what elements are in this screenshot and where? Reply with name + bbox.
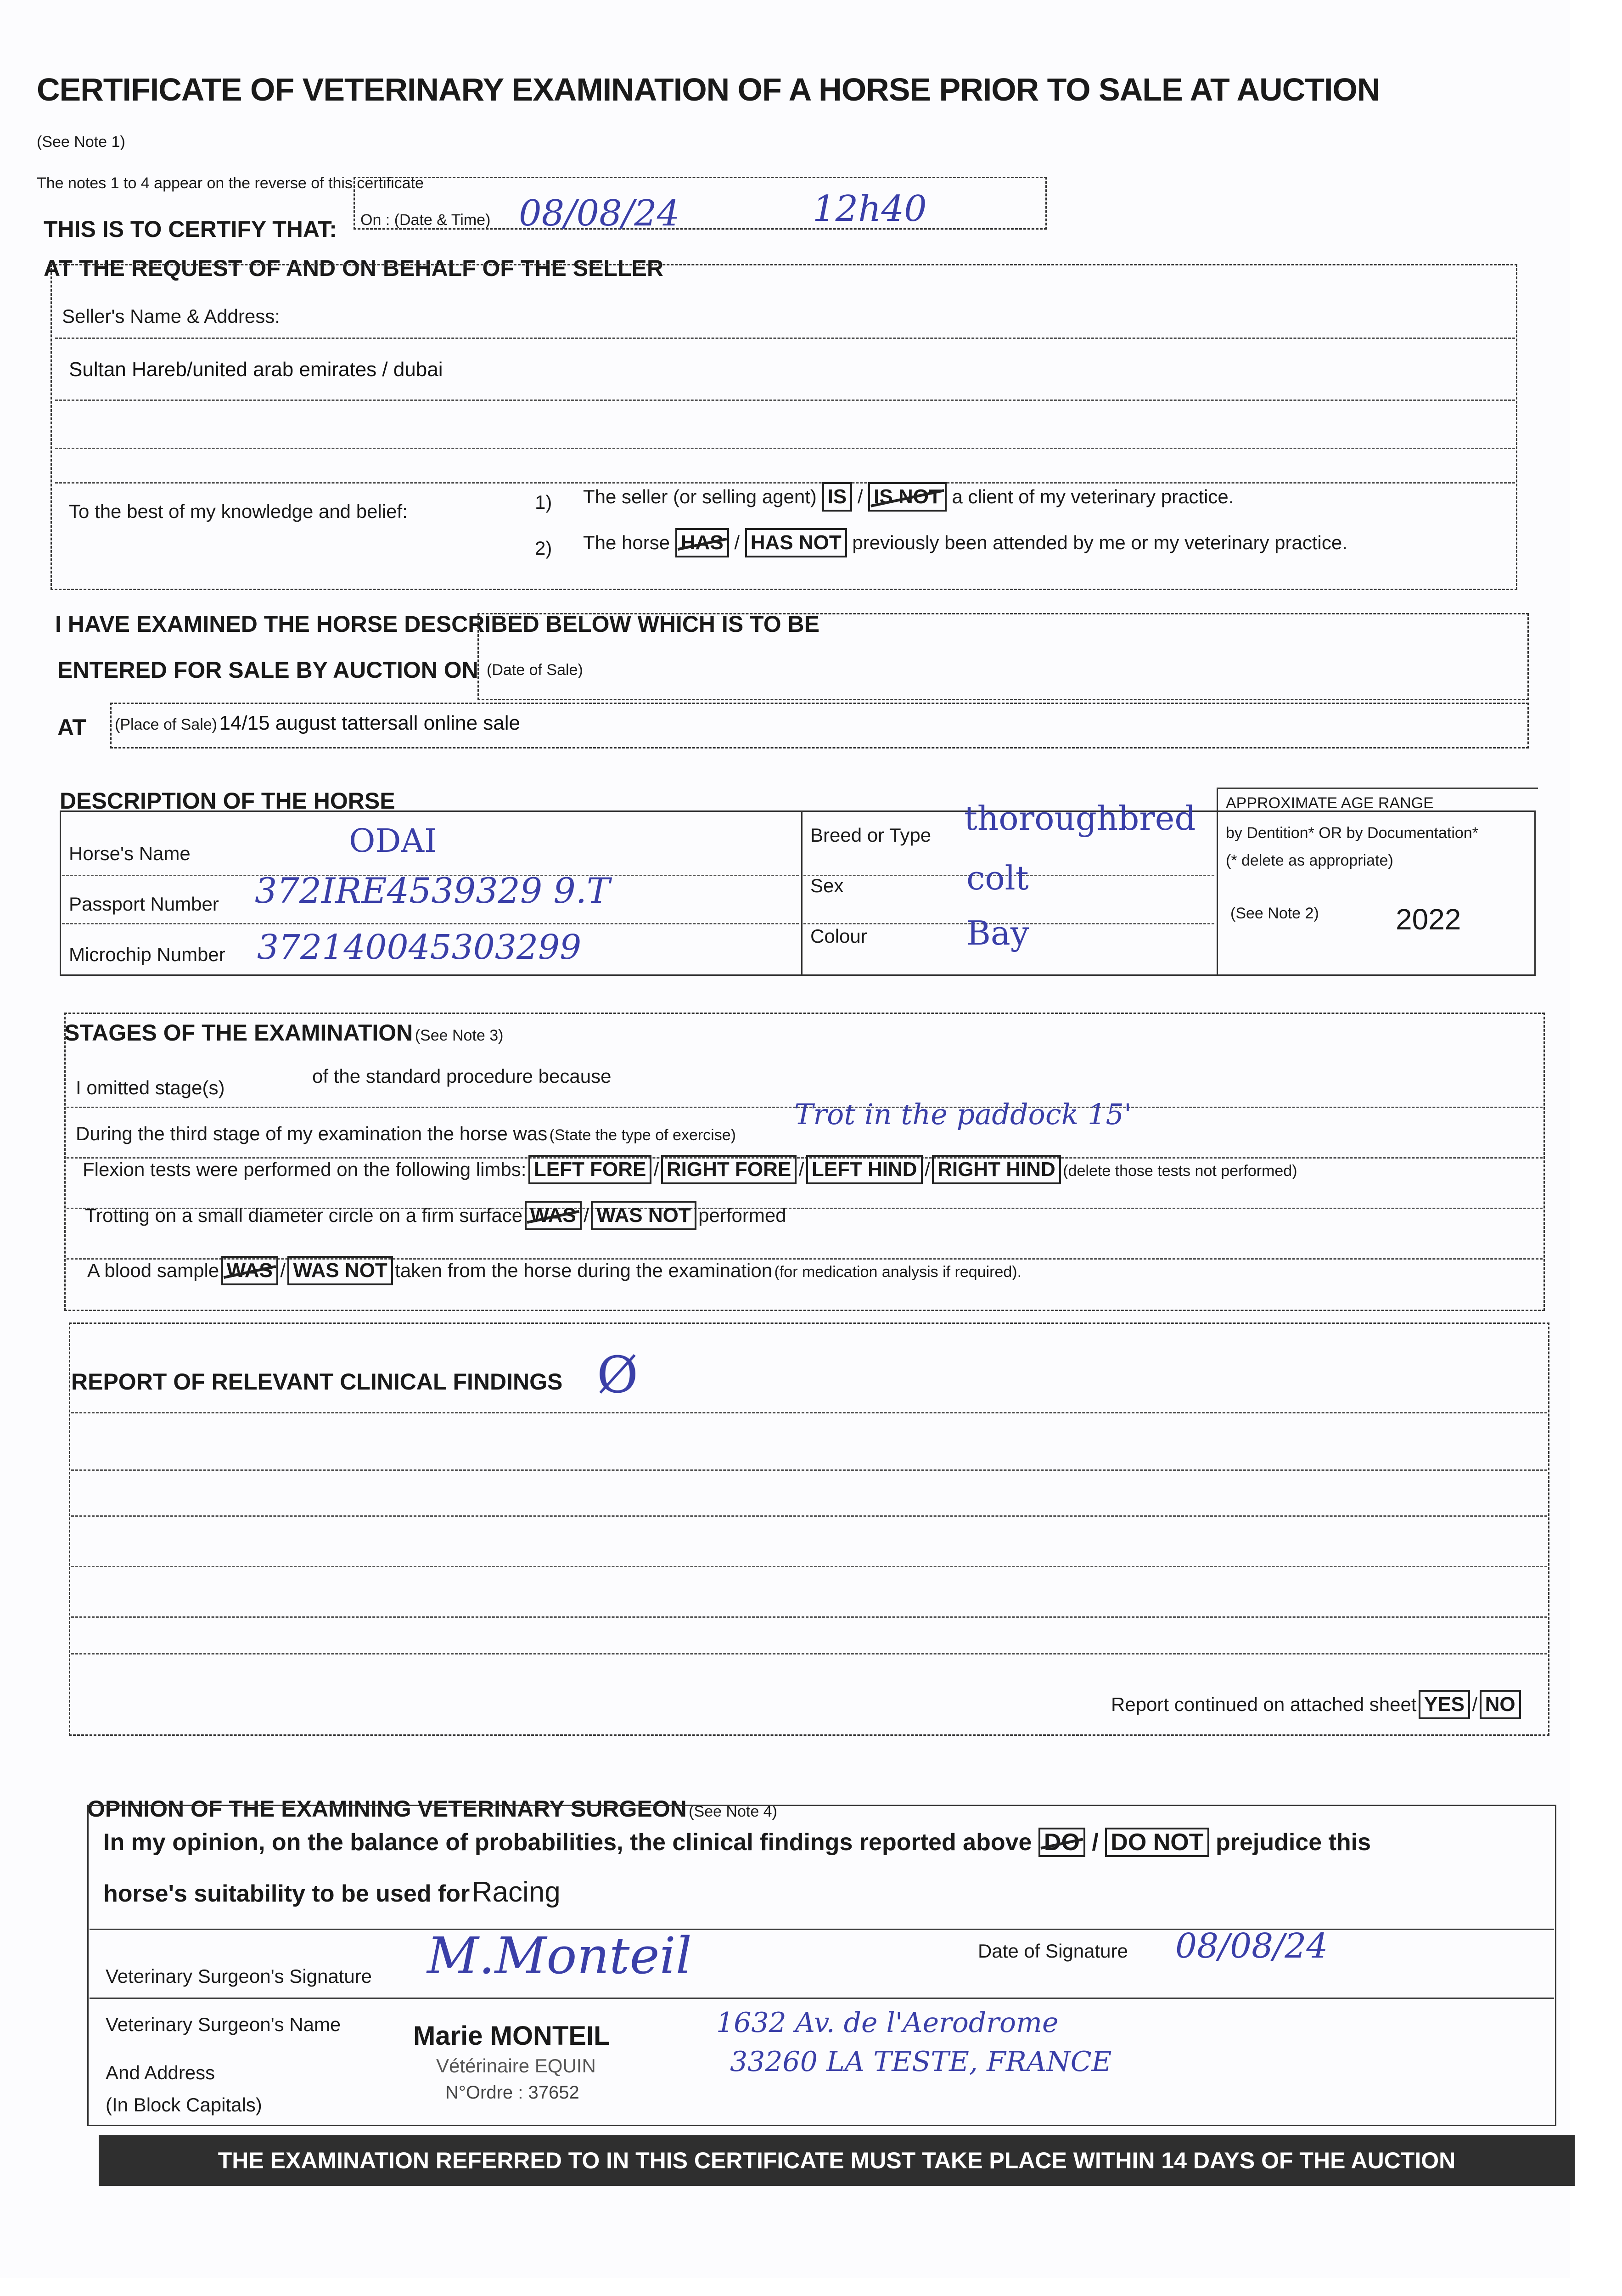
stamp-order: N°Ordre : 37652 [445,2082,579,2103]
divider [55,338,1515,339]
right-hind-option[interactable]: RIGHT HIND [932,1155,1061,1184]
divider [62,923,799,924]
has-option[interactable]: HAS [675,528,729,557]
see-note-4: (See Note 4) [689,1803,777,1820]
horse-section-title: DESCRIPTION OF THE HORSE [60,788,395,814]
slash: / [280,1260,286,1281]
flexion-label: Flexion tests were performed on the following limbs: [83,1159,527,1180]
notes-line: The notes 1 to 4 appear on the reverse of this certificate [37,174,424,192]
see-note-1: (See Note 1) [37,133,125,151]
at-label: AT [57,715,86,740]
blood-label: A blood sample [87,1260,219,1281]
microchip-value[interactable]: 372140045303299 [257,928,582,967]
breed-label: Breed or Type [810,824,932,846]
signature-label: Veterinary Surgeon's Signature [106,1965,372,1987]
date-of-sale-label: (Date of Sale) [487,661,583,679]
horse-attended-row [583,528,1347,557]
opinion-line-2 [103,1876,561,1908]
divider [801,810,803,976]
item2-text: The horse [583,532,670,553]
exercise-value[interactable]: Trot in the paddock 15' [794,1097,1132,1131]
divider [1217,788,1538,789]
divider [55,448,1515,449]
microchip-label: Microchip Number [69,944,225,965]
sex-label: Sex [810,875,844,896]
opinion-post: prejudice this [1215,1829,1371,1856]
item2-post: previously been attended by me or my veterinary practice. [852,532,1347,553]
opinion-line-1 [103,1828,1371,1857]
divider [90,1929,1554,1930]
slash: / [584,1204,589,1226]
place-of-sale-value[interactable]: 14/15 august tattersall online sale [219,712,521,734]
slash: / [734,532,740,553]
sale-place-row [115,712,520,735]
horse-name-value[interactable]: ODAI [349,822,437,860]
report-title: REPORT OF RELEVANT CLINICAL FINDINGS [71,1369,563,1395]
left-fore-option[interactable]: LEFT FORE [528,1155,651,1184]
trotting-label: Trotting on a small diameter circle on a firm surface [85,1204,523,1226]
certificate-title: CERTIFICATE OF VETERINARY EXAMINATION OF A HORSE PRIOR TO SALE AT AUCTION [37,72,1380,107]
is-not-option[interactable]: IS NOT [868,482,947,512]
seller-label: Seller's Name & Address: [62,305,280,327]
slash: / [925,1159,930,1180]
omitted-because: of the standard procedure because [312,1065,612,1087]
is-option[interactable]: IS [822,482,853,512]
trotting-post: performed [698,1204,786,1226]
suitability-text: horse's suitability to be used for [103,1880,470,1907]
address-line-1[interactable]: 1632 Av. de l'Aerodrome [716,2007,1059,2039]
right-fore-option[interactable]: RIGHT FORE [661,1155,797,1184]
horse-name-label: Horse's Name [69,843,191,864]
item1-number: 1) [535,491,552,513]
report-continued-label: Report continued on attached sheet [1111,1694,1417,1715]
divider [90,1998,1554,1999]
omitted-label: I omitted stage(s) [76,1077,225,1098]
item1-post: a client of my veterinary practice. [952,486,1234,507]
passport-value[interactable]: 372IRE4539329 9.T [255,870,610,911]
see-note-3: (See Note 3) [415,1027,504,1044]
age-range-by: by Dentition* OR by Documentation* [1226,824,1478,842]
age-value[interactable]: 2022 [1396,903,1461,936]
flexion-note: (delete those tests not performed) [1063,1162,1297,1180]
vet-name-label: Veterinary Surgeon's Name [106,2014,341,2035]
third-stage-label: During the third stage of my examination the horse was [76,1123,548,1144]
no-option[interactable]: NO [1480,1690,1521,1719]
slash: / [1472,1694,1478,1715]
item1-text: The seller (or selling agent) [583,486,817,507]
yes-option[interactable]: YES [1419,1690,1470,1719]
block-capitals-label: (In Block Capitals) [106,2094,262,2116]
report-line [71,1515,1547,1517]
exam-time: 12h40 [813,188,927,230]
slash: / [653,1159,659,1180]
opinion-text: In my opinion, on the balance of probabilities, the clinical findings reported above [103,1829,1032,1856]
blood-post: taken from the horse during the examination [395,1260,773,1281]
report-line [71,1653,1547,1654]
do-option[interactable]: DO [1038,1828,1085,1857]
slash: / [1092,1829,1099,1856]
stamp-name: Marie MONTEIL [413,2021,610,2051]
belief-label: To the best of my knowledge and belief: [69,501,408,522]
report-value[interactable]: Ø [597,1345,639,1404]
breed-value[interactable]: thoroughbred [964,799,1196,838]
seller-value[interactable]: Sultan Hareb/united arab emirates / dubai [69,358,443,381]
opinion-heading: OPINION OF THE EXAMINING VETERINARY SURGEON [87,1796,687,1822]
date-of-signature-label: Date of Signature [978,1940,1128,1962]
age-range-title: APPROXIMATE AGE RANGE [1226,794,1434,812]
exam-date: 08/08/24 [519,193,680,234]
blood-was-not-option[interactable]: WAS NOT [287,1256,393,1285]
colour-value[interactable]: Bay [966,914,1029,952]
do-not-option[interactable]: DO NOT [1105,1828,1209,1857]
request-label: AT THE REQUEST OF AND ON BEHALF OF THE SELLER [44,255,663,281]
report-line [71,1469,1547,1471]
report-line [71,1566,1547,1567]
seller-client-row [583,482,1234,512]
blood-row [87,1256,1021,1285]
examined-label: I HAVE EXAMINED THE HORSE DESCRIBED BELOW WHICH IS TO BE [55,611,819,637]
use-value[interactable]: Racing [471,1876,561,1908]
report-line [71,1616,1547,1618]
stages-heading: STAGES OF THE EXAMINATION [64,1020,413,1046]
colour-label: Colour [810,925,867,947]
item2-number: 2) [535,537,552,559]
report-line [71,1412,1547,1413]
address-label: And Address [106,2062,215,2083]
trot-was-option[interactable]: WAS [525,1201,582,1230]
sex-value[interactable]: colt [966,859,1029,897]
slash: / [798,1159,804,1180]
entered-label: ENTERED FOR SALE BY AUCTION ON [57,657,478,683]
trotting-row [85,1201,786,1230]
passport-label: Passport Number [69,893,219,915]
divider [55,400,1515,401]
trot-was-not-option[interactable]: WAS NOT [591,1201,696,1230]
blood-note: (for medication analysis if required). [774,1263,1022,1281]
signature-value[interactable]: M.Monteil [427,1926,692,1985]
certify-label: THIS IS TO CERTIFY THAT: [44,216,337,242]
blood-was-option[interactable]: WAS [221,1256,278,1285]
left-hind-option[interactable]: LEFT HIND [806,1155,923,1184]
sale-date-field[interactable] [477,613,1529,700]
footer-banner: THE EXAMINATION REFERRED TO IN THIS CERTIFICATE MUST TAKE PLACE WITHIN 14 DAYS OF THE AUCTION [99,2135,1575,2186]
report-continued-row [1111,1690,1521,1719]
stamp-role: Vétérinaire EQUIN [436,2055,596,2077]
place-of-sale-label: (Place of Sale) [115,716,217,733]
flexion-row [83,1155,1297,1184]
third-stage-row [76,1123,736,1145]
age-see-note-2: (See Note 2) [1230,905,1319,922]
divider [1217,788,1218,976]
date-of-signature-value[interactable]: 08/08/24 [1175,1926,1328,1966]
address-line-2[interactable]: 33260 LA TESTE, FRANCE [730,2046,1112,2078]
age-delete-note: (* delete as appropriate) [1226,852,1393,869]
on-label: On : (Date & Time) [360,211,491,229]
exercise-note: (State the type of exercise) [549,1126,736,1144]
has-not-option[interactable]: HAS NOT [745,528,847,557]
slash: / [857,486,863,507]
